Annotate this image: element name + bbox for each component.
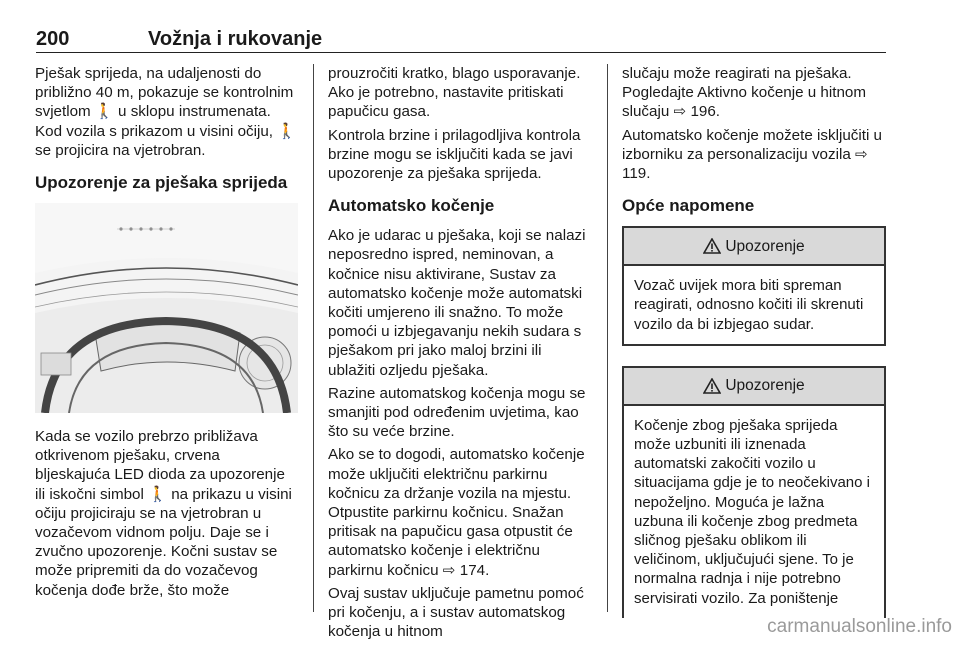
warning-text: Vozač uvijek mora biti spreman reagirati, odnosno kočiti ili skrenuti vozilo da bi izbjegao sudar. — [634, 277, 864, 333]
column-divider — [313, 64, 314, 612]
warning-title: Upozorenje — [725, 237, 805, 255]
windshield-warning-illustration — [35, 203, 298, 413]
paragraph: Kada se vozilo prebrzo približava otkrivenom pješaku, crvena bljeskajuća LED dioda za upozorenje ili iskočni simbol 🚶 na prikazu u visini očiju projiciraju se na vjetrobran u vozačevom vidnom polju. Daje se i zvučno upozorenje. Kočni sustav se može pripremiti da do vozačevog kočenja dođe brže, što može — [35, 428, 292, 599]
section-heading: Automatsko kočenje — [328, 196, 495, 216]
column-right — [622, 64, 886, 618]
warning-box — [622, 226, 886, 346]
page-header — [36, 26, 886, 53]
chapter-title: Vožnja i rukovanje — [148, 28, 323, 50]
section-heading: Opće napomene — [622, 196, 755, 216]
warning-triangle-icon — [703, 238, 721, 254]
warning-text: Kočenje zbog pješaka sprijeda može uzbuniti ili iznenada automatski zakočiti vozilo u situacijama gdje je to neočekivano i nepoželjno. Moguća je lažna uzbuna ili kočenje zbog predmeta sličnog pješaku oblikom ili veličinom, uključujući sjene. To je normalna radnja i nije potrebno servisirati vozilo. Za poništenje — [634, 416, 870, 607]
warning-box — [622, 366, 886, 618]
paragraph: Razine automatskog kočenja mogu se smanjiti pod određenim uvjetima, kao što su veće brzine. — [328, 384, 586, 441]
column-left — [35, 64, 298, 604]
paragraph: Ako se to dogodi, automatsko kočenje može uključiti električnu parkirnu kočnicu za držanje vozila na mjestu. Otpustite parkirnu kočnicu. Snažan pritisak na papučicu gasa otpustit će automatsko kočenje i električnu parkirnu kočnicu ⇨ 174. — [328, 446, 585, 579]
paragraph: Kontrola brzine i prilagodljiva kontrola brzine mogu se isključiti kada se javi upozorenje za pješaka sprijeda. — [328, 126, 581, 183]
section-heading: Upozorenje za pješaka sprijeda — [35, 173, 288, 193]
paragraph: Ako je udarac u pješaka, koji se nalazi neposredno ispred, neminovan, a kočnice nisu aktivirane, Sustav za automatsko kočenje može automatski kočiti umjereno ili snažno. To može pomoći u izbjegavanju nekih sudara s pješakom pri jako maloj brzini ili ublažiti ozljedu pješaka. — [328, 227, 586, 379]
page-number: 200 — [36, 28, 70, 50]
paragraph: slučaju može reagirati na pješaka. Pogledajte Aktivno kočenje u hitnom slučaju ⇨ 196. — [622, 65, 867, 121]
warning-header — [624, 228, 884, 266]
warning-title: Upozorenje — [725, 377, 805, 395]
paragraph: Automatsko kočenje možete isključiti u izborniku za personalizaciju vozila ⇨ 119. — [622, 126, 882, 183]
paragraph: Pješak sprijeda, na udaljenosti do približno 40 m, pokazuje se kontrolnim svjetlom 🚶 u sklopu instrumenata. Kod vozila s prikazom u visini očiju, 🚶 se projicira na vjetrobran. — [35, 65, 297, 159]
warning-triangle-icon — [703, 378, 721, 394]
column-middle — [328, 64, 592, 645]
warning-header — [624, 368, 884, 406]
watermark: carmanualsonline.info — [767, 616, 952, 637]
column-divider — [607, 64, 608, 612]
paragraph: prouzročiti kratko, blago usporavanje. Ako je potrebno, nastavite pritiskati papučicu gasa. — [328, 65, 581, 121]
paragraph: Ovaj sustav uključuje pametnu pomoć pri kočenju, a i sustav automatskog kočenja u hitnom — [328, 584, 584, 641]
